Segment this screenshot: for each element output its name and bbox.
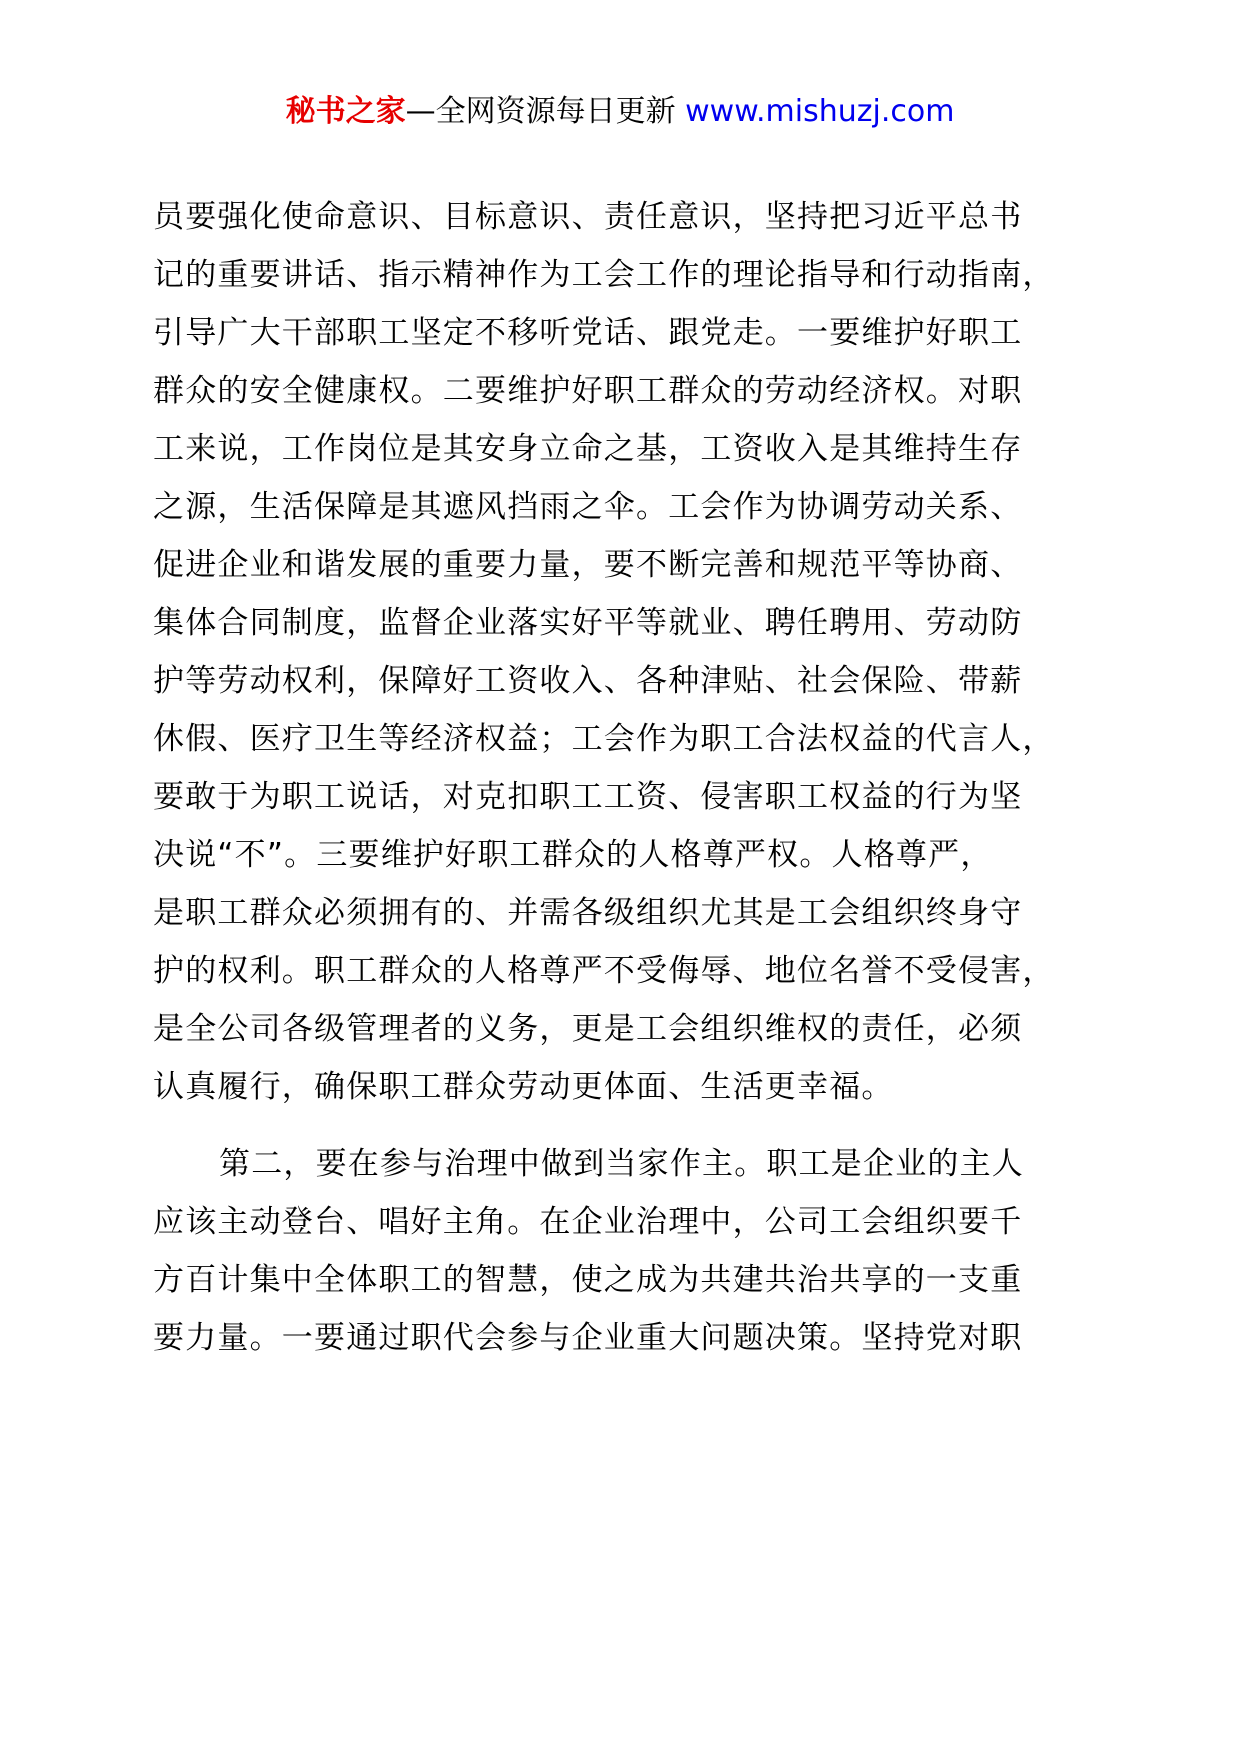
paragraph-first-line: 第二，要在参与治理中做到当家作主。职工是企业的主人 xyxy=(219,1146,1024,1182)
brand-name: 秘书之家 xyxy=(285,94,406,129)
body-line: 护的权利。职工群众的人格尊严不受侮辱、地位名誉不受侵害， xyxy=(153,953,1055,989)
body-line: 促进企业和谐发展的重要力量，要不断完善和规范平等协商、 xyxy=(153,547,1023,583)
body-line: 之源，生活保障是其遮风挡雨之伞。工会作为协调劳动关系、 xyxy=(153,489,1023,525)
body-line: 是职工群众必须拥有的、并需各级组织尤其是工会组织终身守 xyxy=(153,895,1023,931)
body-line: 护等劳动权利，保障好工资收入、各种津贴、社会保险、带薪 xyxy=(153,663,1023,699)
body-line: 记的重要讲话、指示精神作为工会工作的理论指导和行动指南， xyxy=(153,257,1055,293)
body-line: 是全公司各级管理者的义务，更是工会组织维权的责任，必须 xyxy=(153,1011,1023,1047)
body-line: 应该主动登台、唱好主角。在企业治理中，公司工会组织要千 xyxy=(153,1204,1023,1240)
body-line: 群众的安全健康权。二要维护好职工群众的劳动经济权。对职 xyxy=(153,373,1023,409)
site-url[interactable]: www.mishuzj.com xyxy=(685,94,955,129)
body-line: 认真履行，确保职工群众劳动更体面、生活更幸福。 xyxy=(153,1069,894,1105)
site-banner xyxy=(0,92,1240,132)
body-line: 引导广大干部职工坚定不移听党话、跟党走。一要维护好职工 xyxy=(153,315,1023,351)
body-line: 方百计集中全体职工的智慧，使之成为共建共治共享的一支重 xyxy=(153,1262,1023,1298)
banner-tagline: —全网资源每日更新 xyxy=(405,94,686,129)
body-line: 休假、医疗卫生等经济权益；工会作为职工合法权益的代言人， xyxy=(153,721,1055,757)
body-line: 要敢于为职工说话，对克扣职工工资、侵害职工权益的行为坚 xyxy=(153,779,1023,815)
body-line: 要力量。一要通过职代会参与企业重大问题决策。坚持党对职 xyxy=(153,1320,1023,1356)
body-line: 集体合同制度，监督企业落实好平等就业、聘任聘用、劳动防 xyxy=(153,605,1023,641)
body-line: 员要强化使命意识、目标意识、责任意识，坚持把习近平总书 xyxy=(153,199,1023,235)
body-line: 工来说，工作岗位是其安身立命之基，工资收入是其维持生存 xyxy=(153,431,1023,467)
body-line: 决说“不”。三要维护好职工群众的人格尊严权。人格尊严， xyxy=(153,837,993,873)
